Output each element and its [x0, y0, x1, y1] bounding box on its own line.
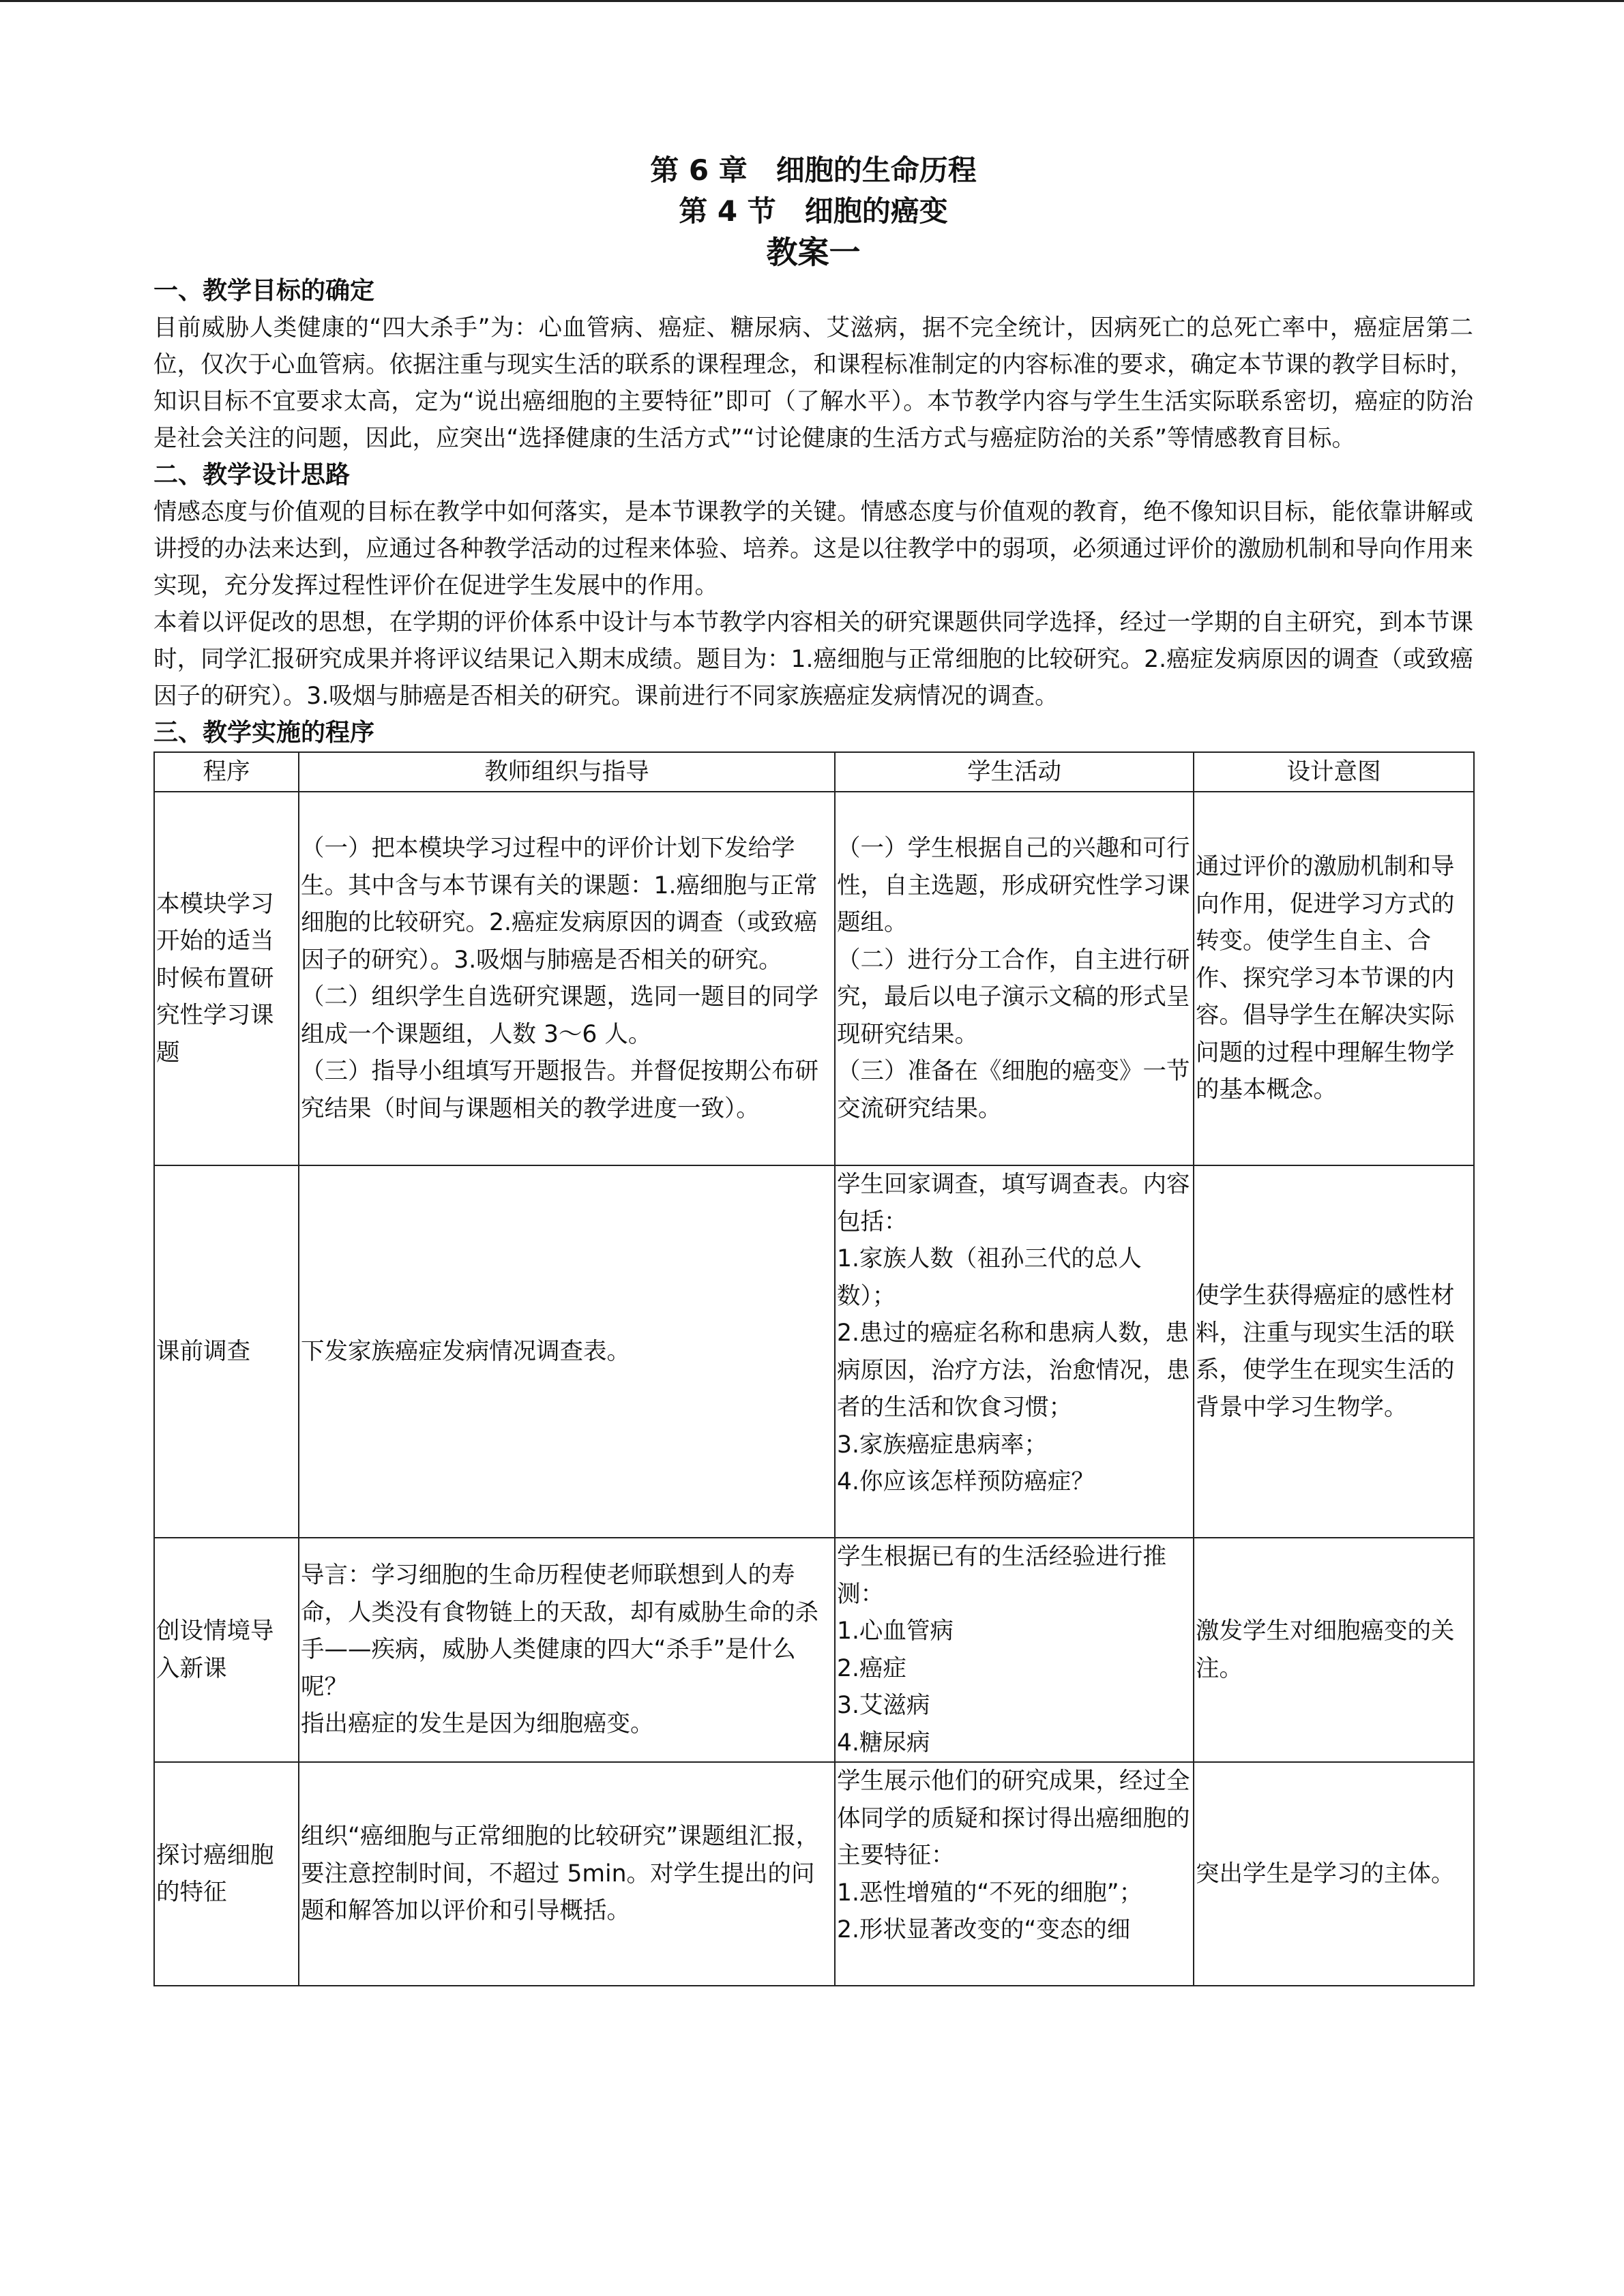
column-header: 学生活动 — [835, 752, 1194, 792]
chapter-title: 第 6 章 细胞的生命历程 — [650, 153, 977, 187]
cell-line: 1.家族人数（祖孙三代的总人数）； — [837, 1245, 1142, 1310]
section-title: 第 4 节 细胞的癌变 — [679, 194, 948, 228]
stage-cell: 课前调查 — [154, 1165, 299, 1538]
cell-line: 学生展示他们的研究成果，经过全体同学的质疑和探讨得出癌细胞的主要特征： — [837, 1768, 1190, 1869]
intent-cell: 使学生获得癌症的感性材料，注重与现实生活的联系，使学生在现实生活的背景中学习生物学。 — [1194, 1165, 1474, 1538]
column-header: 程序 — [154, 752, 299, 792]
document-page — [153, 150, 1473, 1986]
student-cell — [835, 1165, 1194, 1538]
cell-line: （二）进行分工合作，自主进行研究，最后以电子演示文稿的形式呈现研究结果。 — [837, 946, 1190, 1048]
lesson-plan-title: 教案一 — [766, 234, 861, 271]
procedure-table — [153, 751, 1475, 1986]
teacher-cell — [299, 792, 835, 1165]
teacher-cell — [299, 1165, 835, 1538]
cell-line: （一）把本模块学习过程中的评价计划下发给学生。其中含与本节课有关的课题：1.癌细胞与正常细胞的比较研究。2.癌症发病原因的调查（或致癌因子的研究）。3.吸烟与肺癌是否相关的研究。 — [301, 835, 818, 974]
paragraph: 本着以评促改的思想，在学期的评价体系中设计与本节教学内容相关的研究课题供同学选择，经过一学期的自主研究，到本节课时，同学汇报研究成果并将评议结果记入期末成绩。题目为：1.癌细胞与正常细胞的比较研究。2.癌症发病原因的调查（或致癌因子的研究）。3.吸烟与肺癌是否相关的研究。课前进行不同家族癌症发病情况的调查。 — [153, 609, 1473, 710]
teacher-cell — [299, 1538, 835, 1762]
intent-cell: 激发学生对细胞癌变的关注。 — [1194, 1538, 1474, 1762]
table-row — [154, 1165, 1474, 1538]
cell-line: 组织“癌细胞与正常细胞的比较研究”课题组汇报，要注意控制时间，不超过 5min。对学生提出的问题和解答加以评价和引导概括。 — [301, 1823, 820, 1925]
cell-line: 导言：学习细胞的生命历程使老师联想到人的寿命，人类没有食物链上的天敌，却有威胁生命的杀手——疾病，威胁人类健康的四大“杀手”是什么呢？ — [301, 1562, 818, 1701]
title-block — [153, 150, 1473, 273]
student-cell — [835, 1762, 1194, 1986]
intent-cell: 突出学生是学习的主体。 — [1194, 1762, 1474, 1986]
page-top-border — [0, 0, 1624, 2]
student-cell — [835, 792, 1194, 1165]
cell-line: 3.艾滋病 — [837, 1692, 930, 1719]
cell-line: 下发家族癌症发病情况调查表。 — [301, 1337, 630, 1365]
section-heading: 三、教学实施的程序 — [153, 719, 375, 747]
intent-cell: 通过评价的激励机制和导向作用，促进学习方式的转变。使学生自主、合作、探究学习本节课的内容。倡导学生在解决实际问题的过程中理解生物学的基本概念。 — [1194, 792, 1474, 1165]
table-row — [154, 792, 1474, 1165]
stage-cell: 创设情境导入新课 — [154, 1538, 299, 1762]
table-row — [154, 1762, 1474, 1986]
table-header-row — [154, 752, 1474, 792]
student-cell — [835, 1538, 1194, 1762]
cell-line: 2.癌症 — [837, 1654, 906, 1682]
table-row — [154, 1538, 1474, 1762]
cell-line: 2.患过的癌症名称和患病人数，患病原因，治疗方法，治愈情况，患者的生活和饮食习惯； — [837, 1320, 1190, 1421]
cell-line: 1.心血管病 — [837, 1617, 954, 1645]
cell-line: 4.糖尿病 — [837, 1729, 930, 1757]
section-heading: 一、教学目标的确定 — [153, 277, 375, 305]
column-header: 教师组织与指导 — [299, 752, 835, 792]
stage-cell: 探讨癌细胞的特征 — [154, 1762, 299, 1986]
section-procedure — [153, 715, 1473, 751]
column-header: 设计意图 — [1194, 752, 1474, 792]
cell-line: 3.家族癌症患病率； — [837, 1431, 1048, 1459]
cell-line: （一）学生根据自己的兴趣和可行性，自主选题，形成研究性学习课题组。 — [837, 835, 1190, 936]
cell-line: 2.形状显著改变的“变态的细 — [837, 1916, 1131, 1943]
section-objectives — [153, 273, 1473, 457]
cell-line: （三）准备在《细胞的癌变》一节交流研究结果。 — [837, 1058, 1190, 1122]
teacher-cell — [299, 1762, 835, 1986]
cell-line: 学生根据已有的生活经验进行推测： — [837, 1543, 1166, 1608]
cell-line: 学生回家调查，填写调查表。内容包括： — [837, 1171, 1190, 1236]
cell-line: 指出癌症的发生是因为细胞癌变。 — [301, 1710, 654, 1738]
cell-line: （二）组织学生自选研究课题，选同一题目的同学组成一个课题组，人数 3～6 人。 — [301, 983, 818, 1048]
section-heading: 二、教学设计思路 — [153, 461, 351, 489]
cell-line: （三）指导小组填写开题报告。并督促按期公布研究结果（时间与课题相关的教学进度一致）。 — [301, 1058, 818, 1122]
section-design-ideas — [153, 457, 1473, 715]
paragraph: 情感态度与价值观的目标在教学中如何落实，是本节课教学的关键。情感态度与价值观的教育，绝不像知识目标，能依靠讲解或讲授的办法来达到，应通过各种教学活动的过程来体验、培养。这是以往教学中的弱项，必须通过评价的激励机制和导向作用来实现，充分发挥过程性评价在促进学生发展中的作用。 — [153, 498, 1473, 599]
stage-cell: 本模块学习开始的适当时候布置研究性学习课题 — [154, 792, 299, 1165]
cell-line: 1.恶性增殖的“不死的细胞”； — [837, 1879, 1143, 1907]
cell-line: 4.你应该怎样预防癌症？ — [837, 1468, 1095, 1495]
paragraph: 目前威胁人类健康的“四大杀手”为：心血管病、癌症、糖尿病、艾滋病，据不完全统计，因病死亡的总死亡率中，癌症居第二位，仅次于心血管病。依据注重与现实生活的联系的课程理念，和课程标准制定的内容标准的要求，确定本节课的教学目标时，知识目标不宜要求太高，定为“说出癌细胞的主要特征”即可（了解水平）。本节教学内容与学生生活实际联系密切，癌症的防治是社会关注的问题，因此，应突出“选择健康的生活方式”“讨论健康的生活方式与癌症防治的关系”等情感教育目标。 — [153, 314, 1473, 452]
